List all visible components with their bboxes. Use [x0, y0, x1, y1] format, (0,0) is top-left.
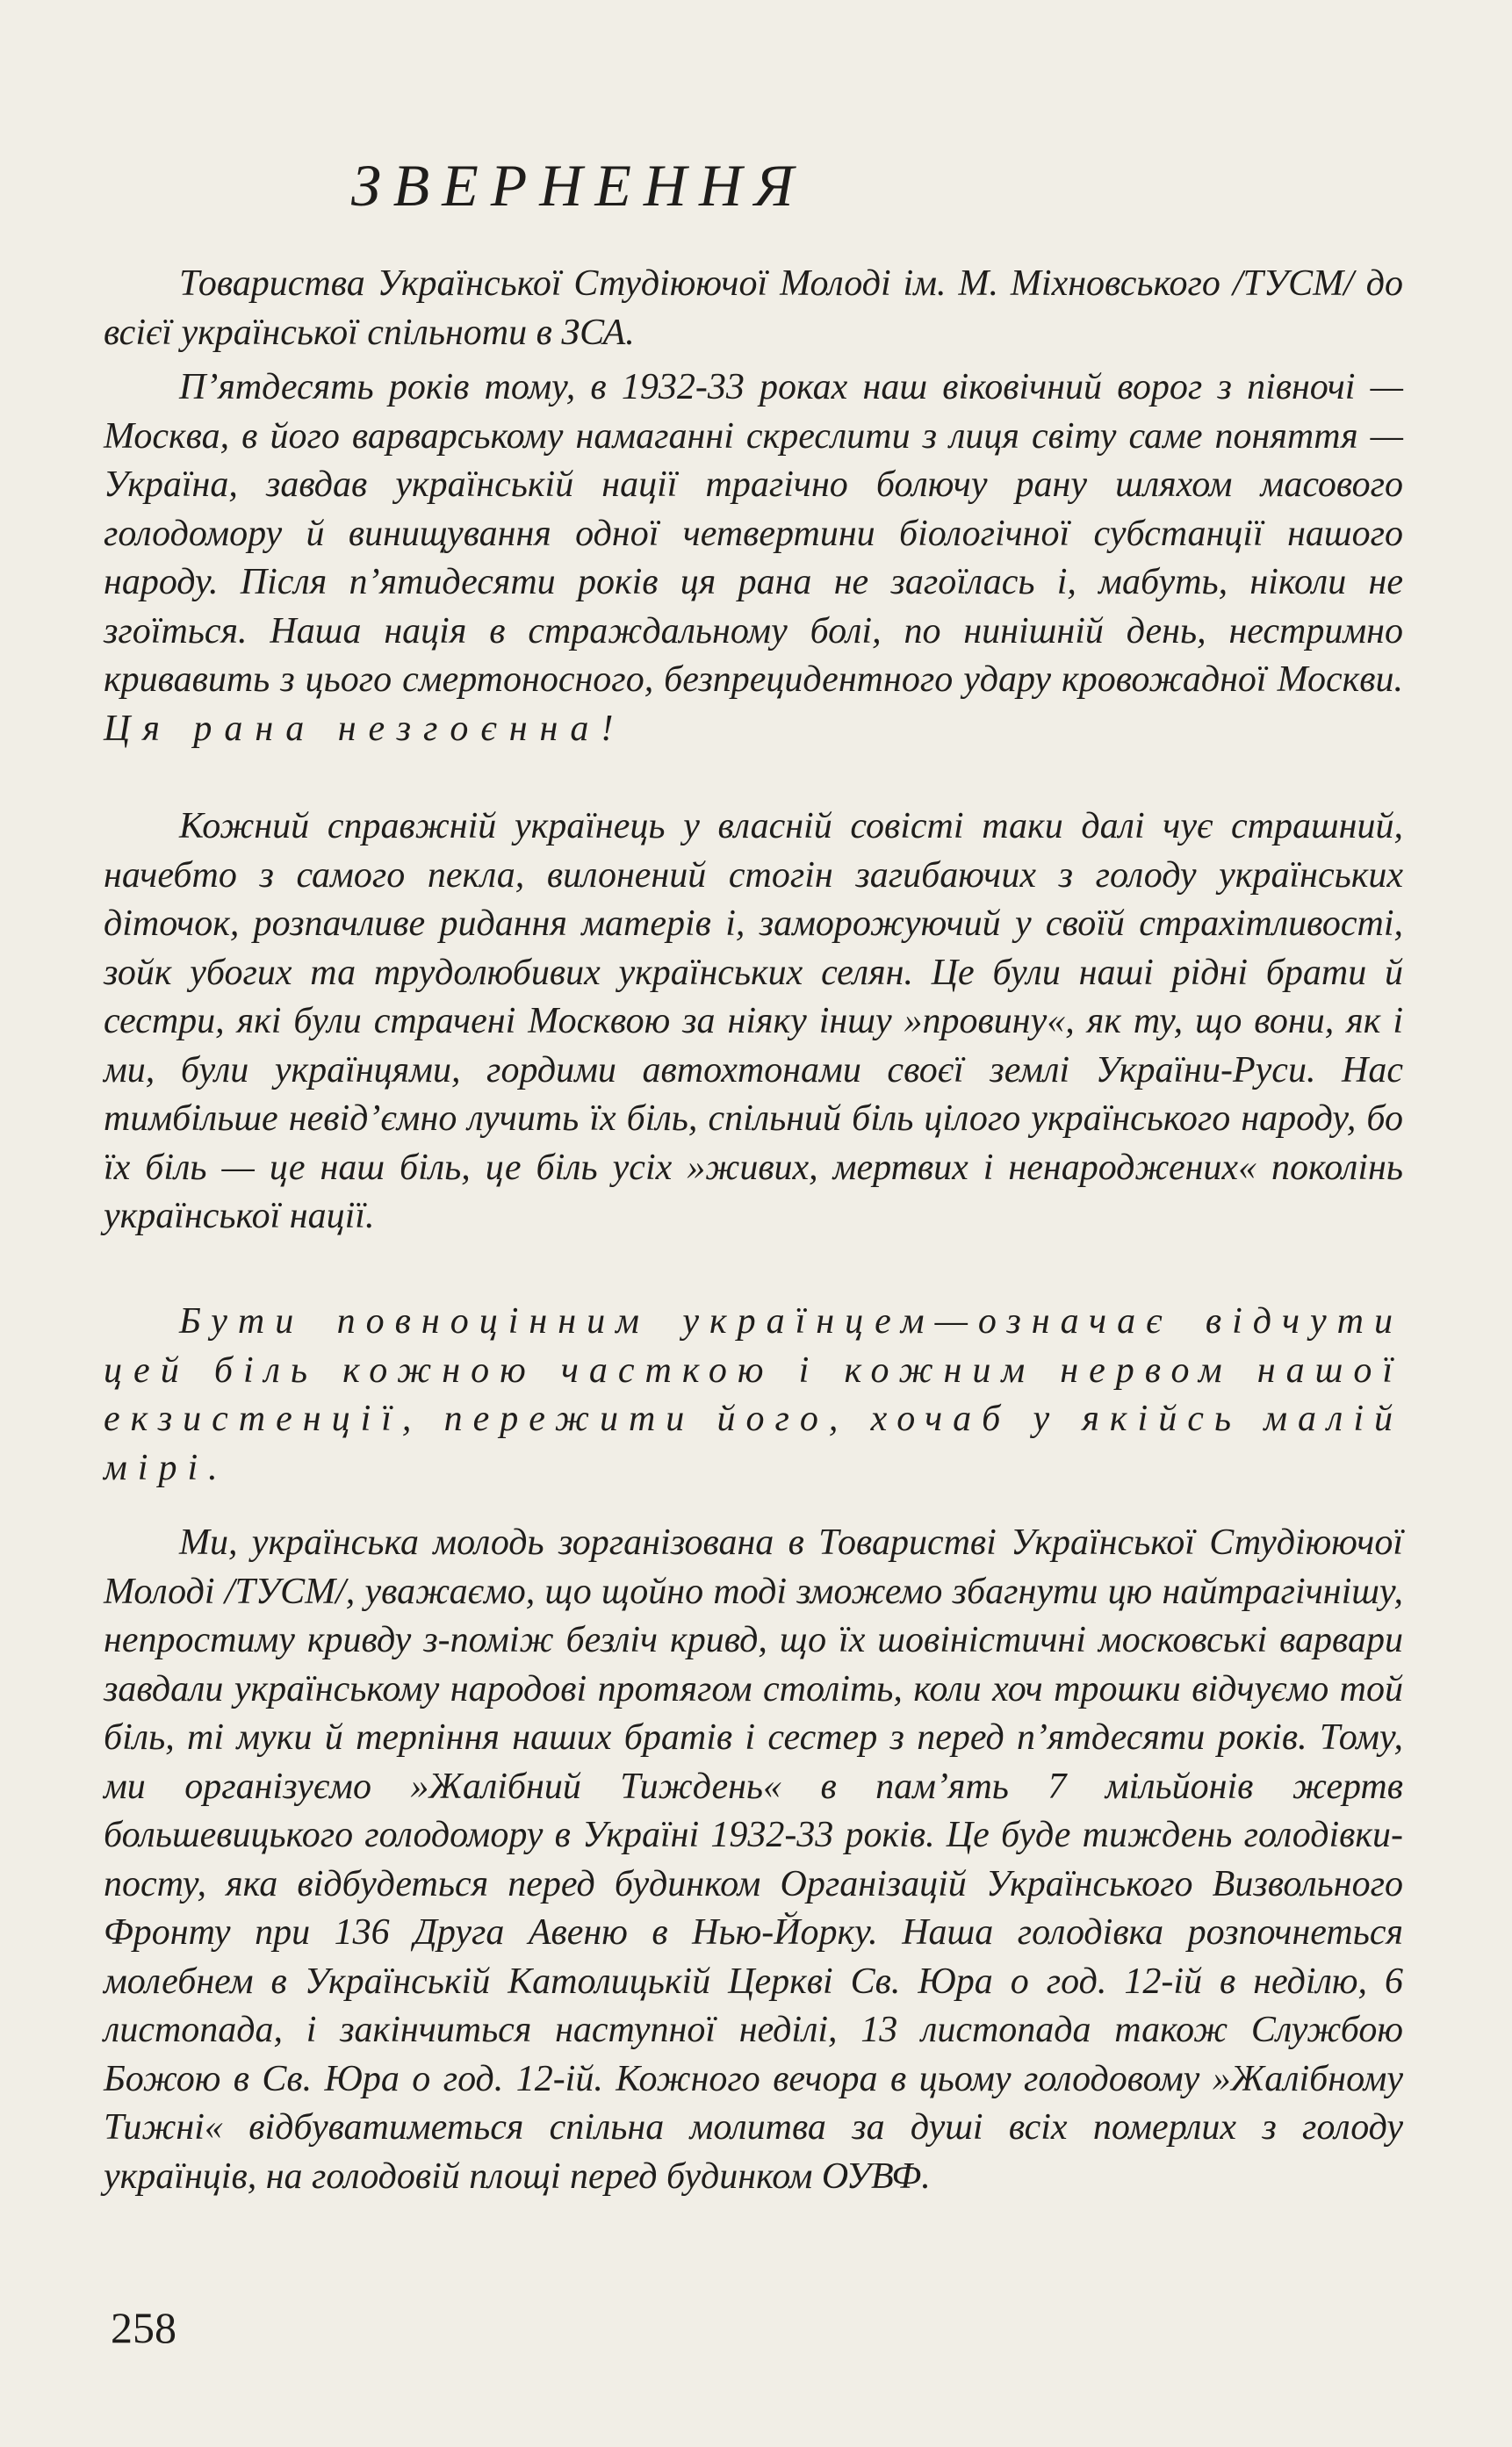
paragraph-2: Кожний справжній українець у власній совісті таки далі чує страшний, начебто з самого пекла, вилонений стогін загибаючих з голоду українських діточок, розпачливе ридання матерів і, заморожуючий у своїй страхітливості, зойк убогих та трудолюбивих українських селян. Це були наші рідні брати й сестри, які були страчені Москвою за ніяку іншу »провину«, як ту, що вони, як і ми, були українцями, гордими автохтонами своєї землі України-Руси. Нас тимбільше невід’ємно лучить їх біль, спільний біль цілого українського народу, бо їх біль — це наш біль, це біль усіх »живих, мертвих і ненароджених« поколінь української нації. [104, 806, 1403, 1236]
page-number: 258 [111, 2303, 176, 2352]
intro-paragraph: Товариства Української Студіюючої Молоді ім. М. Міхновського /ТУСМ/ до всієї української спільноти в ЗСА. [104, 263, 1403, 353]
paragraph-4: Ми, українська молодь зорганізована в Товаристві Української Студіюючої Молоді /ТУСМ/, уважаємо, що щойно тоді зможемо збагнути цю найтрагічнішу, непростиму кривду з-поміж безліч кривд, що їх шовіністичні московські варвари завдали українському народові протягом століть, коли хоч трошки відчуємо той біль, ті муки й терпіння наших братів і сестер з перед п’ятдесяти років. Тому, ми організуємо »Жалібний Тиждень« в пам’ять 7 мільйонів жертв большевицького голодомору в Україні 1932-33 років. Це буде тиждень голодівки-посту, яка відбудеться перед будинком Організацій Українського Визвольного Фронту при 136 Друга Авеню в Нью-Йорку. Наша голодівка розпочнеться молебнем в Українській Католицькій Церкві Св. Юра о год. 12-ій в неділю, 6 листопада, і закінчиться наступної неділі, 13 листопада також Службою Божою в Св. Юра о год. 12-ій. Кожного вечора в цьому голодовому »Жалібному Тижні« відбуватиметься спільна молитва за душі всіх померлих з голоду українців, на голодовій площі перед будинком ОУВФ. [104, 1522, 1403, 2197]
paragraph-1-text: П’ятдесять років тому, в 1932-33 роках наш віковічний ворог з півночі — Москва, в його варварському намаганні скреслити з лиця світу саме поняття — Україна, завдав українській нації трагічно болючу рану шляхом масового голодомору й винищування одної четвертини біологічної субстанції нашого народу. Після п’ятидесяти років ця рана не загоїлась і, мабуть, ніколи не згоїться. Наша нація в страждальному болі, по нинішній день, нестримно кривавить з цього смертоносного, безпрецидентного удару кровожадної Москви. [104, 367, 1403, 700]
paragraph-3-spaced: Бути повноцінним українцем—означає відчути цей біль кожною часткою і кожним нервом нашої екзистенції, пережити його, хочаб у якійсь малій мірі. [104, 1301, 1403, 1488]
paragraph-1 [104, 363, 1403, 753]
paragraph-1-emphasis: Ця рана незгоєнна! [104, 708, 626, 749]
document-title: ЗВЕРНЕННЯ [351, 152, 806, 219]
